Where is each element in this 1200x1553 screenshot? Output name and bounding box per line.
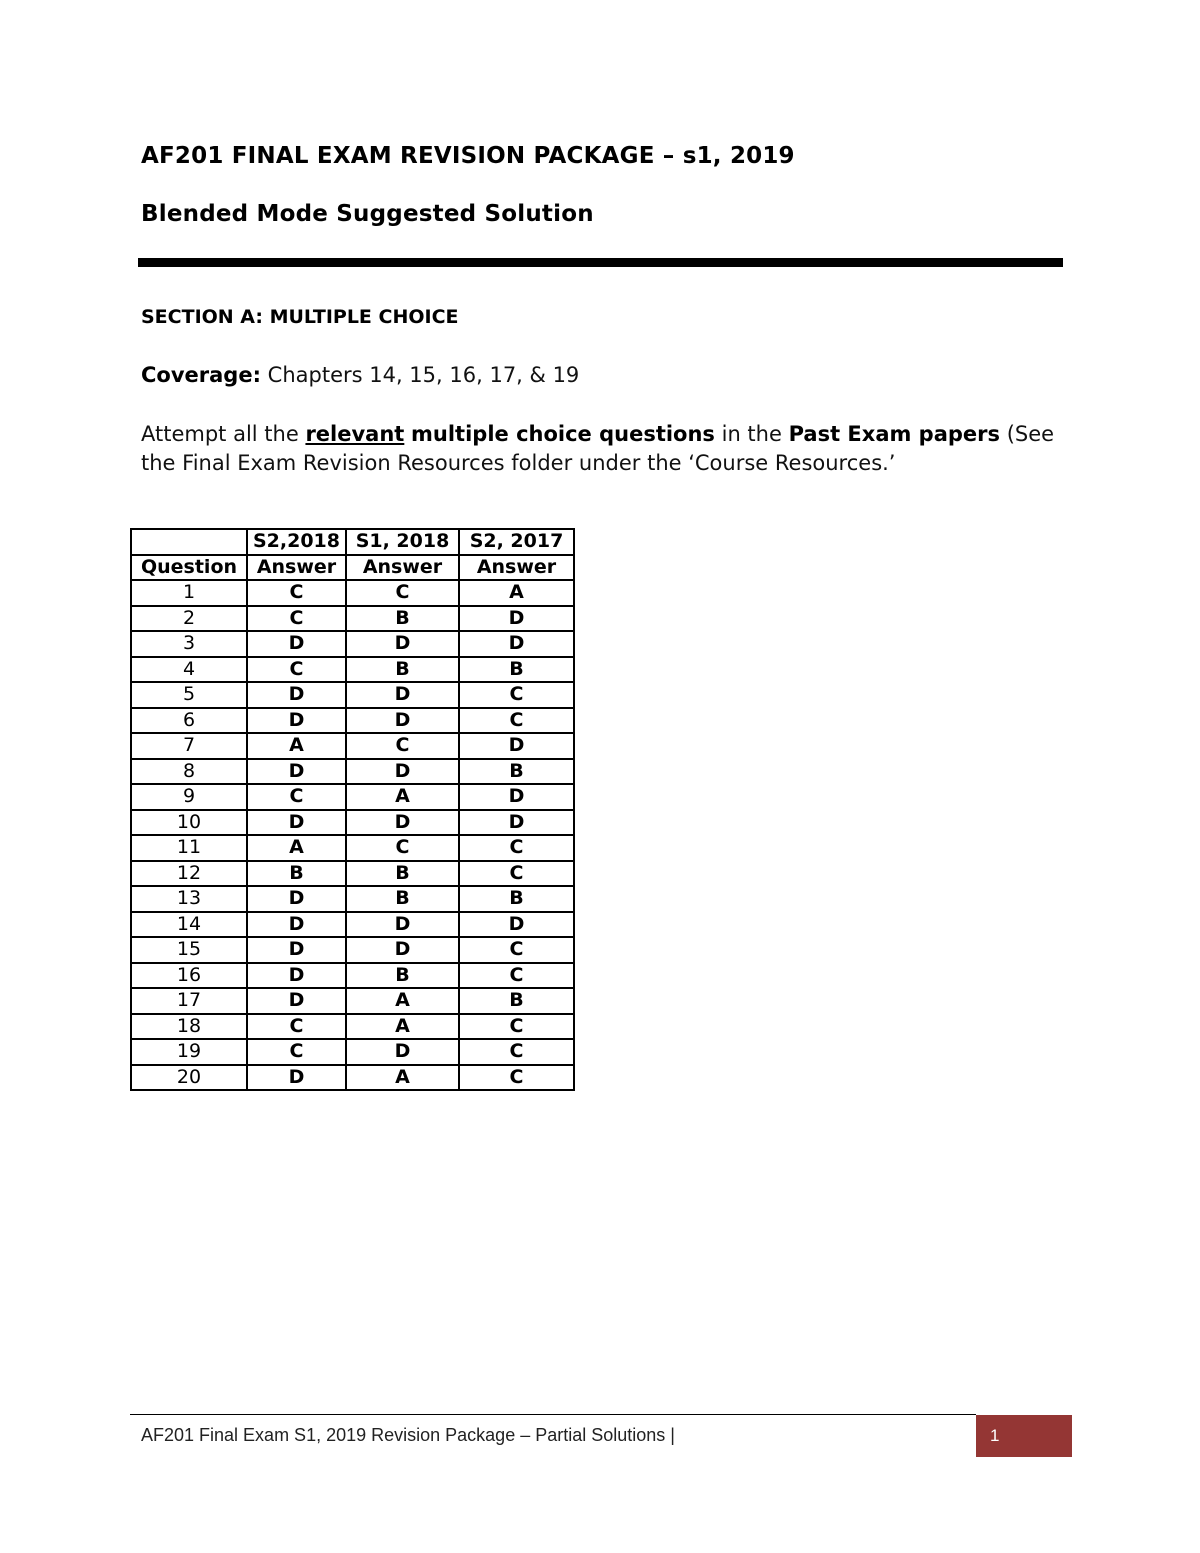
answer-cell: C (247, 580, 346, 606)
section-heading: SECTION A: MULTIPLE CHOICE (141, 306, 459, 328)
answer-cell: D (247, 708, 346, 734)
answer-cell: A (459, 580, 574, 606)
answer-cell: D (459, 631, 574, 657)
answer-cell: D (247, 682, 346, 708)
answer-cell: B (346, 606, 459, 632)
question-cell: 8 (131, 759, 247, 785)
answer-cell: D (459, 606, 574, 632)
answer-cell: D (247, 963, 346, 989)
table-header-row (131, 529, 574, 555)
question-cell: 18 (131, 1014, 247, 1040)
answer-cell: D (247, 988, 346, 1014)
answer-cell: D (247, 886, 346, 912)
answer-cell: C (459, 937, 574, 963)
question-cell: 11 (131, 835, 247, 861)
question-cell: 17 (131, 988, 247, 1014)
answer-cell: S1, 2018 (346, 529, 459, 555)
table-row (131, 708, 574, 734)
answer-cell: D (247, 912, 346, 938)
heading-rule (138, 258, 1063, 267)
question-cell: 16 (131, 963, 247, 989)
instruction-part1: Attempt all the (141, 422, 306, 446)
question-cell: 5 (131, 682, 247, 708)
answer-cell: B (346, 657, 459, 683)
answer-cell: D (247, 810, 346, 836)
table-row (131, 759, 574, 785)
answer-cell: D (459, 912, 574, 938)
instruction-part4: (See the Final Exam Revision Resources folder under the ‘Course Resources.’ (141, 422, 1055, 475)
footer-rule (130, 1414, 976, 1415)
answer-cell: D (346, 912, 459, 938)
answer-cell: D (459, 810, 574, 836)
question-cell: 15 (131, 937, 247, 963)
question-cell: 10 (131, 810, 247, 836)
answer-cell: A (247, 733, 346, 759)
answer-cell: D (346, 631, 459, 657)
table-row (131, 682, 574, 708)
document-title: AF201 FINAL EXAM REVISION PACKAGE – s1, 2019 (141, 143, 795, 169)
answer-cell: D (459, 784, 574, 810)
instruction-part2 (404, 422, 411, 446)
table-row (131, 861, 574, 887)
answer-cell: C (346, 733, 459, 759)
question-cell (131, 529, 247, 555)
answer-cell: C (459, 708, 574, 734)
answer-cell: C (459, 1014, 574, 1040)
coverage-text: Chapters 14, 15, 16, 17, & 19 (260, 363, 580, 387)
answer-cell: D (247, 937, 346, 963)
question-cell: 20 (131, 1065, 247, 1091)
table-row (131, 580, 574, 606)
answer-cell: C (459, 1065, 574, 1091)
answer-cell: C (247, 657, 346, 683)
question-cell: Question (131, 555, 247, 581)
coverage-line (141, 363, 579, 387)
answer-cell: B (459, 759, 574, 785)
table-row (131, 1014, 574, 1040)
answer-cell: C (247, 606, 346, 632)
question-cell: 2 (131, 606, 247, 632)
answer-cell: Answer (346, 555, 459, 581)
page-number-box (976, 1415, 1072, 1457)
coverage-label: Coverage: (141, 363, 261, 387)
question-cell: 3 (131, 631, 247, 657)
answer-cell: C (459, 861, 574, 887)
table-row (131, 733, 574, 759)
answer-cell: D (346, 1039, 459, 1065)
answer-cell: A (346, 784, 459, 810)
answer-cell: D (459, 733, 574, 759)
table-row (131, 810, 574, 836)
answer-cell: C (459, 682, 574, 708)
table-row (131, 606, 574, 632)
table-row (131, 988, 574, 1014)
table-row (131, 631, 574, 657)
answer-cell: Answer (459, 555, 574, 581)
answer-table-body (131, 529, 574, 1090)
answer-cell: S2,2018 (247, 529, 346, 555)
question-cell: 4 (131, 657, 247, 683)
answer-cell: C (459, 835, 574, 861)
table-header-row (131, 555, 574, 581)
table-row (131, 657, 574, 683)
answer-cell: C (247, 1039, 346, 1065)
question-cell: 6 (131, 708, 247, 734)
answer-cell: C (346, 580, 459, 606)
answer-cell: D (247, 631, 346, 657)
answer-cell: D (346, 759, 459, 785)
document-subtitle: Blended Mode Suggested Solution (141, 201, 594, 227)
answer-table (130, 528, 575, 1091)
answer-cell: A (346, 988, 459, 1014)
answer-cell: A (346, 1014, 459, 1040)
answer-cell: C (459, 963, 574, 989)
answer-cell: C (247, 1014, 346, 1040)
answer-cell: A (247, 835, 346, 861)
table-row (131, 1065, 574, 1091)
table-row (131, 912, 574, 938)
footer-text: AF201 Final Exam S1, 2019 Revision Package – Partial Solutions | (141, 1425, 675, 1445)
table-row (131, 784, 574, 810)
page-number: 1 (990, 1426, 1000, 1445)
question-cell: 1 (131, 580, 247, 606)
instruction-part3: in the (714, 422, 789, 446)
answer-cell: D (247, 1065, 346, 1091)
answer-cell: D (346, 810, 459, 836)
answer-cell: A (346, 1065, 459, 1091)
answer-cell: D (346, 937, 459, 963)
table-row (131, 1039, 574, 1065)
answer-cell: Answer (247, 555, 346, 581)
answer-cell: D (247, 759, 346, 785)
answer-cell: C (247, 784, 346, 810)
answer-cell: C (346, 835, 459, 861)
answer-cell: C (459, 1039, 574, 1065)
table-row (131, 937, 574, 963)
question-cell: 13 (131, 886, 247, 912)
answer-cell: B (346, 963, 459, 989)
table-row (131, 835, 574, 861)
answer-cell: B (346, 886, 459, 912)
question-cell: 14 (131, 912, 247, 938)
answer-cell: B (459, 886, 574, 912)
answer-cell: S2, 2017 (459, 529, 574, 555)
answer-cell: B (247, 861, 346, 887)
instruction-relevant: relevant (305, 422, 405, 446)
instruction-past-exam: Past Exam papers (788, 422, 1001, 446)
instruction-mcq: multiple choice questions (411, 422, 715, 446)
answer-cell: B (459, 988, 574, 1014)
instruction-paragraph (141, 420, 1071, 478)
answer-cell: D (346, 708, 459, 734)
question-cell: 9 (131, 784, 247, 810)
question-cell: 19 (131, 1039, 247, 1065)
answer-cell: B (346, 861, 459, 887)
table-row (131, 963, 574, 989)
table-row (131, 886, 574, 912)
question-cell: 12 (131, 861, 247, 887)
answer-cell: D (346, 682, 459, 708)
answer-cell: B (459, 657, 574, 683)
question-cell: 7 (131, 733, 247, 759)
